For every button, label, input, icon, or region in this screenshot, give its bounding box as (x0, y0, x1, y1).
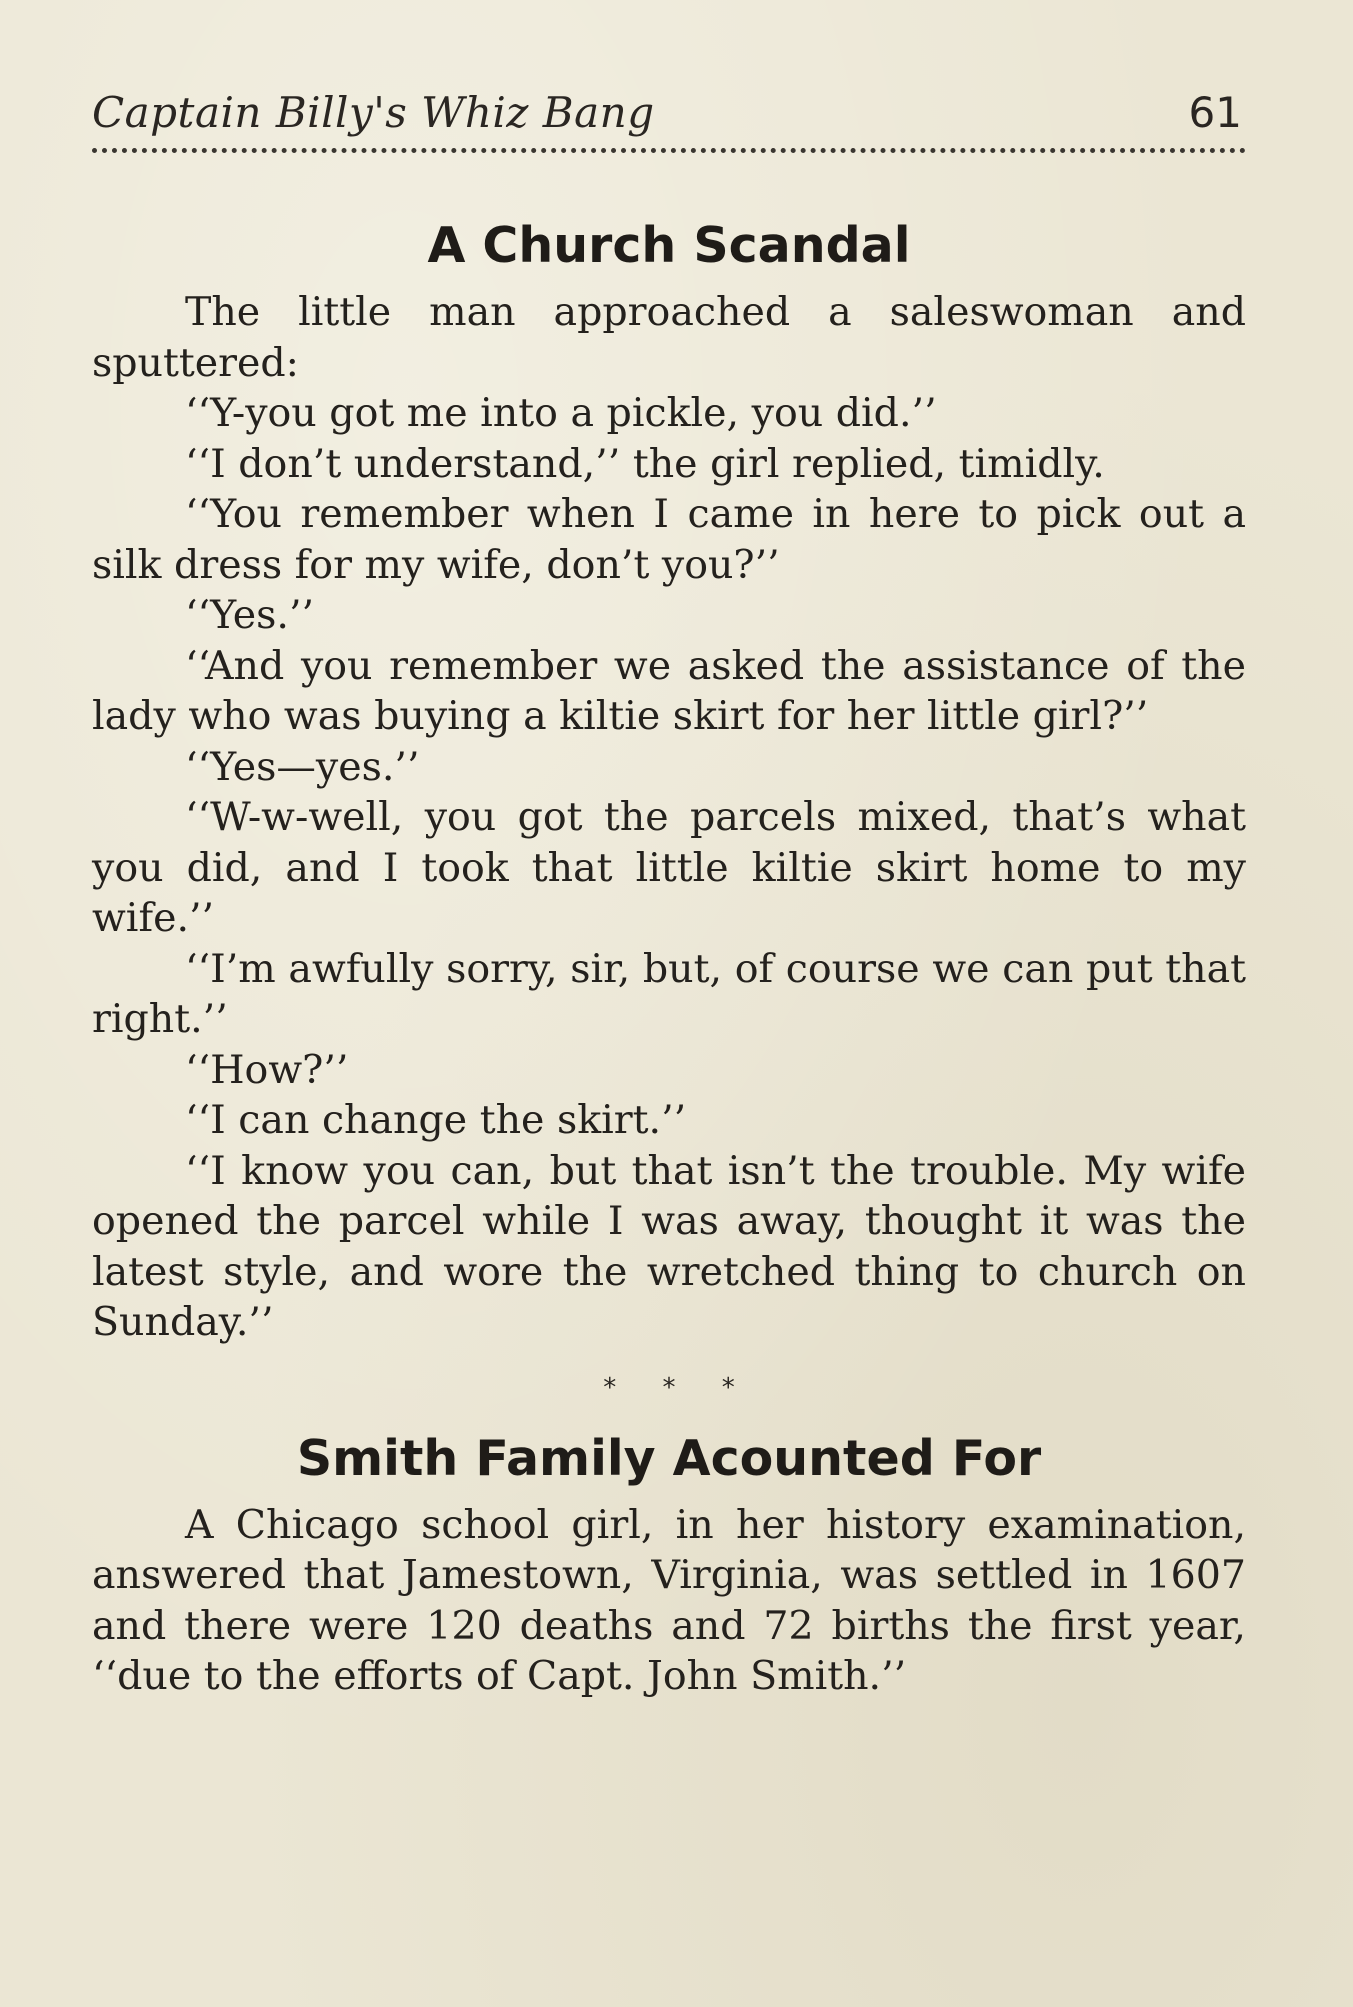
article-title: Smith Family Acounted For (296, 1429, 1042, 1487)
article-title: A Church Scandal (427, 217, 911, 274)
article-paragraph: A Chicago school girl, in her history examination, answered that Jamestown, Virginia, was settled in 1607 and there were 120 deaths and 72 births the first year, ‘‘due to the efforts of Capt. John Smith.’’ (92, 1501, 1246, 1699)
article-paragraph: ‘‘And you remember we asked the assistance of the lady who was buying a kiltie skirt for her little girl?’’ (92, 642, 1246, 739)
article-paragraph: ‘‘I don’t understand,’’ the girl replied, timidly. (185, 440, 1105, 487)
article-paragraph: ‘‘Yes.’’ (185, 592, 315, 638)
article-paragraph: ‘‘Y-you got me into a pickle, you did.’’ (185, 390, 937, 436)
article-church-scandal (92, 205, 1246, 1348)
article-smith-family (92, 1418, 1246, 1702)
article-paragraph: The little man approached a saleswoman and sputtered: (92, 289, 1246, 386)
section-separator: * * * (603, 1372, 735, 1403)
article-paragraph: ‘‘I can change the skirt.’’ (185, 1097, 687, 1143)
page-number: 61 (1188, 88, 1242, 137)
article-paragraph: ‘‘W-w-well, you got the parcels mixed, that’s what you did, and I took that little kiltie skirt home to my wife.’’ (92, 794, 1246, 941)
article-paragraph: ‘‘I know you can, but that isn’t the trouble. My wife opened the parcel while I was away, thought it was the latest style, and wore the wretched thing to church on Sunday.’’ (92, 1147, 1246, 1345)
article-paragraph: ‘‘I’m awfully sorry, sir, but, of course we can put that right.’’ (92, 945, 1246, 1042)
page-content (92, 205, 1246, 1702)
article-paragraph: ‘‘You remember when I came in here to pick out a silk dress for my wife, don’t you?’’ (92, 491, 1246, 588)
article-paragraph: ‘‘Yes—yes.’’ (185, 743, 420, 790)
running-header (92, 88, 1246, 153)
running-title: Captain Billy's Whiz Bang (92, 88, 655, 137)
article-paragraph: ‘‘How?’’ (185, 1046, 349, 1093)
